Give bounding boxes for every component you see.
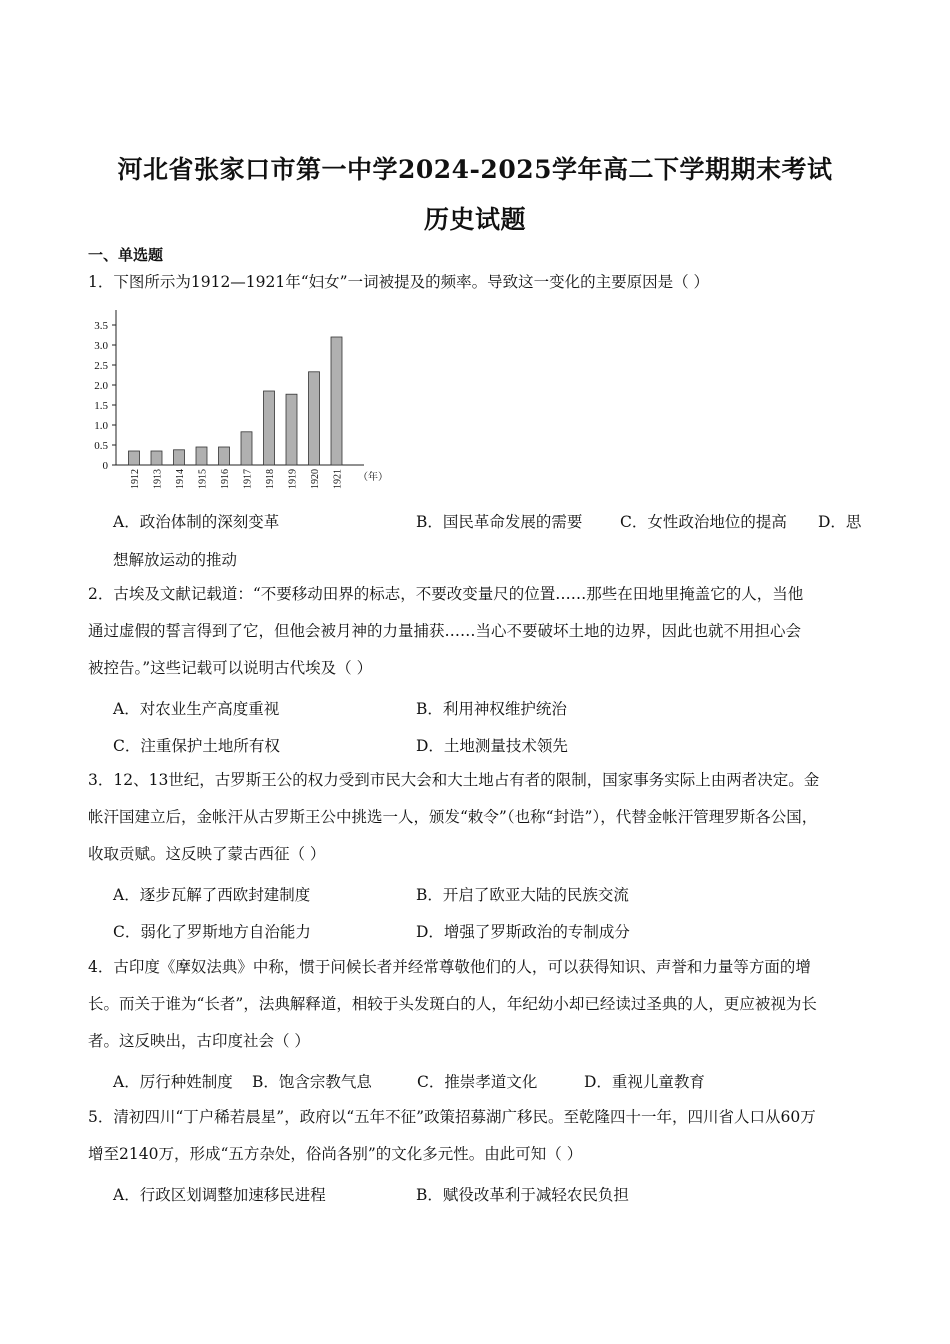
q1-option-b: B．国民革命发展的需要 [416,513,583,531]
bar-1920 [309,372,320,465]
question-4-line-2: 长。而关于谁为“长者”，法典解释道，相较于头发斑白的人，年纪幼小却已经读过圣典的人，更应被视为长 [88,995,817,1013]
x-axis-label: （年） [358,472,388,483]
bar-1913 [151,451,162,465]
q5-option-b: B．赋役改革利于减轻农民负担 [416,1186,629,1204]
q3-option-d: D．增强了罗斯政治的专制成分 [416,923,630,941]
q1-option-c: C．女性政治地位的提高 [620,513,787,531]
y-tick-group [94,320,116,472]
question-3-line-1: 3．12、13世纪，古罗斯王公的权力受到市民大会和大土地占有者的限制，国家事务实际上由两者决定。金 [88,771,820,789]
q1-option-d-continued: 想解放运动的推动 [113,551,238,569]
q4-option-a: A．厉行种姓制度 [113,1073,233,1091]
q1-option-a: A．政治体制的深刻变革 [113,513,280,531]
question-2-line-3: 被控告。”这些记载可以说明古代埃及（ ） [88,659,373,677]
bar-1921 [331,337,342,465]
q4-option-c: C．推崇孝道文化 [417,1073,538,1091]
bar-1918 [264,391,275,465]
x-tick-label: 1918 [265,469,276,489]
q4-option-d: D．重视儿童教育 [584,1073,705,1091]
y-tick-label: 0 [102,460,108,472]
x-tick-label: 1913 [152,469,164,489]
y-tick-label: 2.0 [94,380,108,392]
y-tick-label: 2.5 [94,360,108,372]
q3-option-a: A．逐步瓦解了西欧封建制度 [113,886,311,904]
bar-1919 [286,394,297,465]
bar-1917 [241,432,252,465]
question-4-line-1: 4．古印度《摩奴法典》中称，惯于问候长者并经常尊敬他们的人，可以获得知识、声誉和力量等方面的增 [88,958,811,976]
x-tick-label: 1912 [130,469,141,489]
q2-option-a: A．对农业生产高度重视 [113,700,280,718]
document-subtitle: 历史试题 [423,205,526,234]
x-tick-label: 1916 [220,469,231,489]
question-2-line-1: 2．古埃及文献记载道：“不要移动田界的标志，不要改变量尺的位置……那些在田地里掩盖它的人，当他 [88,585,804,603]
y-tick-label: 3.0 [94,340,108,352]
question-1-text: 1．下图所示为1912—1921年“妇女”一词被提及的频率。导致这一变化的主要原因是（ ） [88,273,710,291]
question-3-line-3: 收取贡赋。这反映了蒙古西征（ ） [88,845,326,863]
question-2-line-2: 通过虚假的誓言得到了它，但他会被月神的力量捕获……当心不要破坏土地的边界，因此也就不用担心会 [88,622,802,640]
x-tick-group [130,469,344,489]
question-5-line-2: 增至2140万，形成“五方杂处，俗尚各别”的文化多元性。由此可知（ ） [88,1145,583,1163]
question-3-line-2: 帐汗国建立后，金帐汗从古罗斯王公中挑选一人，颁发“敕令”（也称“封诰”），代替金帐汗管理罗斯各公国， [88,808,818,826]
q1-option-d: D．思 [818,513,862,531]
x-tick-label: 1921 [332,469,344,489]
y-tick-label: 1.0 [94,420,108,432]
section-heading: 一、单选题 [88,246,164,264]
bar-1912 [129,451,140,465]
x-tick-label: 1919 [287,469,299,489]
x-tick-label: 1915 [197,469,209,489]
y-tick-label: 3.5 [94,320,108,332]
y-tick-label: 1.5 [94,400,108,412]
bar-1916 [219,447,230,465]
q4-option-b: B．饱含宗教气息 [252,1073,372,1091]
bar-1914 [174,450,185,465]
y-tick-label: 0.5 [94,440,108,452]
frequency-bar-chart [84,302,404,502]
q3-option-c: C．弱化了罗斯地方自治能力 [113,923,311,941]
question-5-line-1: 5．清初四川“丁户稀若晨星”，政府以“五年不征”政策招募湖广移民。至乾隆四十一年，四川省人口从60万 [88,1108,816,1126]
x-tick-label: 1920 [310,469,321,489]
q3-option-b: B．开启了欧亚大陆的民族交流 [416,886,629,904]
x-tick-label: 1914 [175,469,186,489]
q2-option-b: B．利用神权维护统治 [416,700,567,718]
question-4-line-3: 者。这反映出，古印度社会（ ） [88,1032,310,1050]
q2-option-d: D．土地测量技术领先 [416,737,568,755]
document-title: 河北省张家口市第一中学2024-2025学年高二下学期期末考试 [117,155,833,184]
bar-group [129,337,343,465]
x-tick-label: 1917 [242,469,254,489]
q2-option-c: C．注重保护土地所有权 [113,737,280,755]
bar-1915 [196,447,207,465]
q5-option-a: A．行政区划调整加速移民进程 [113,1186,326,1204]
